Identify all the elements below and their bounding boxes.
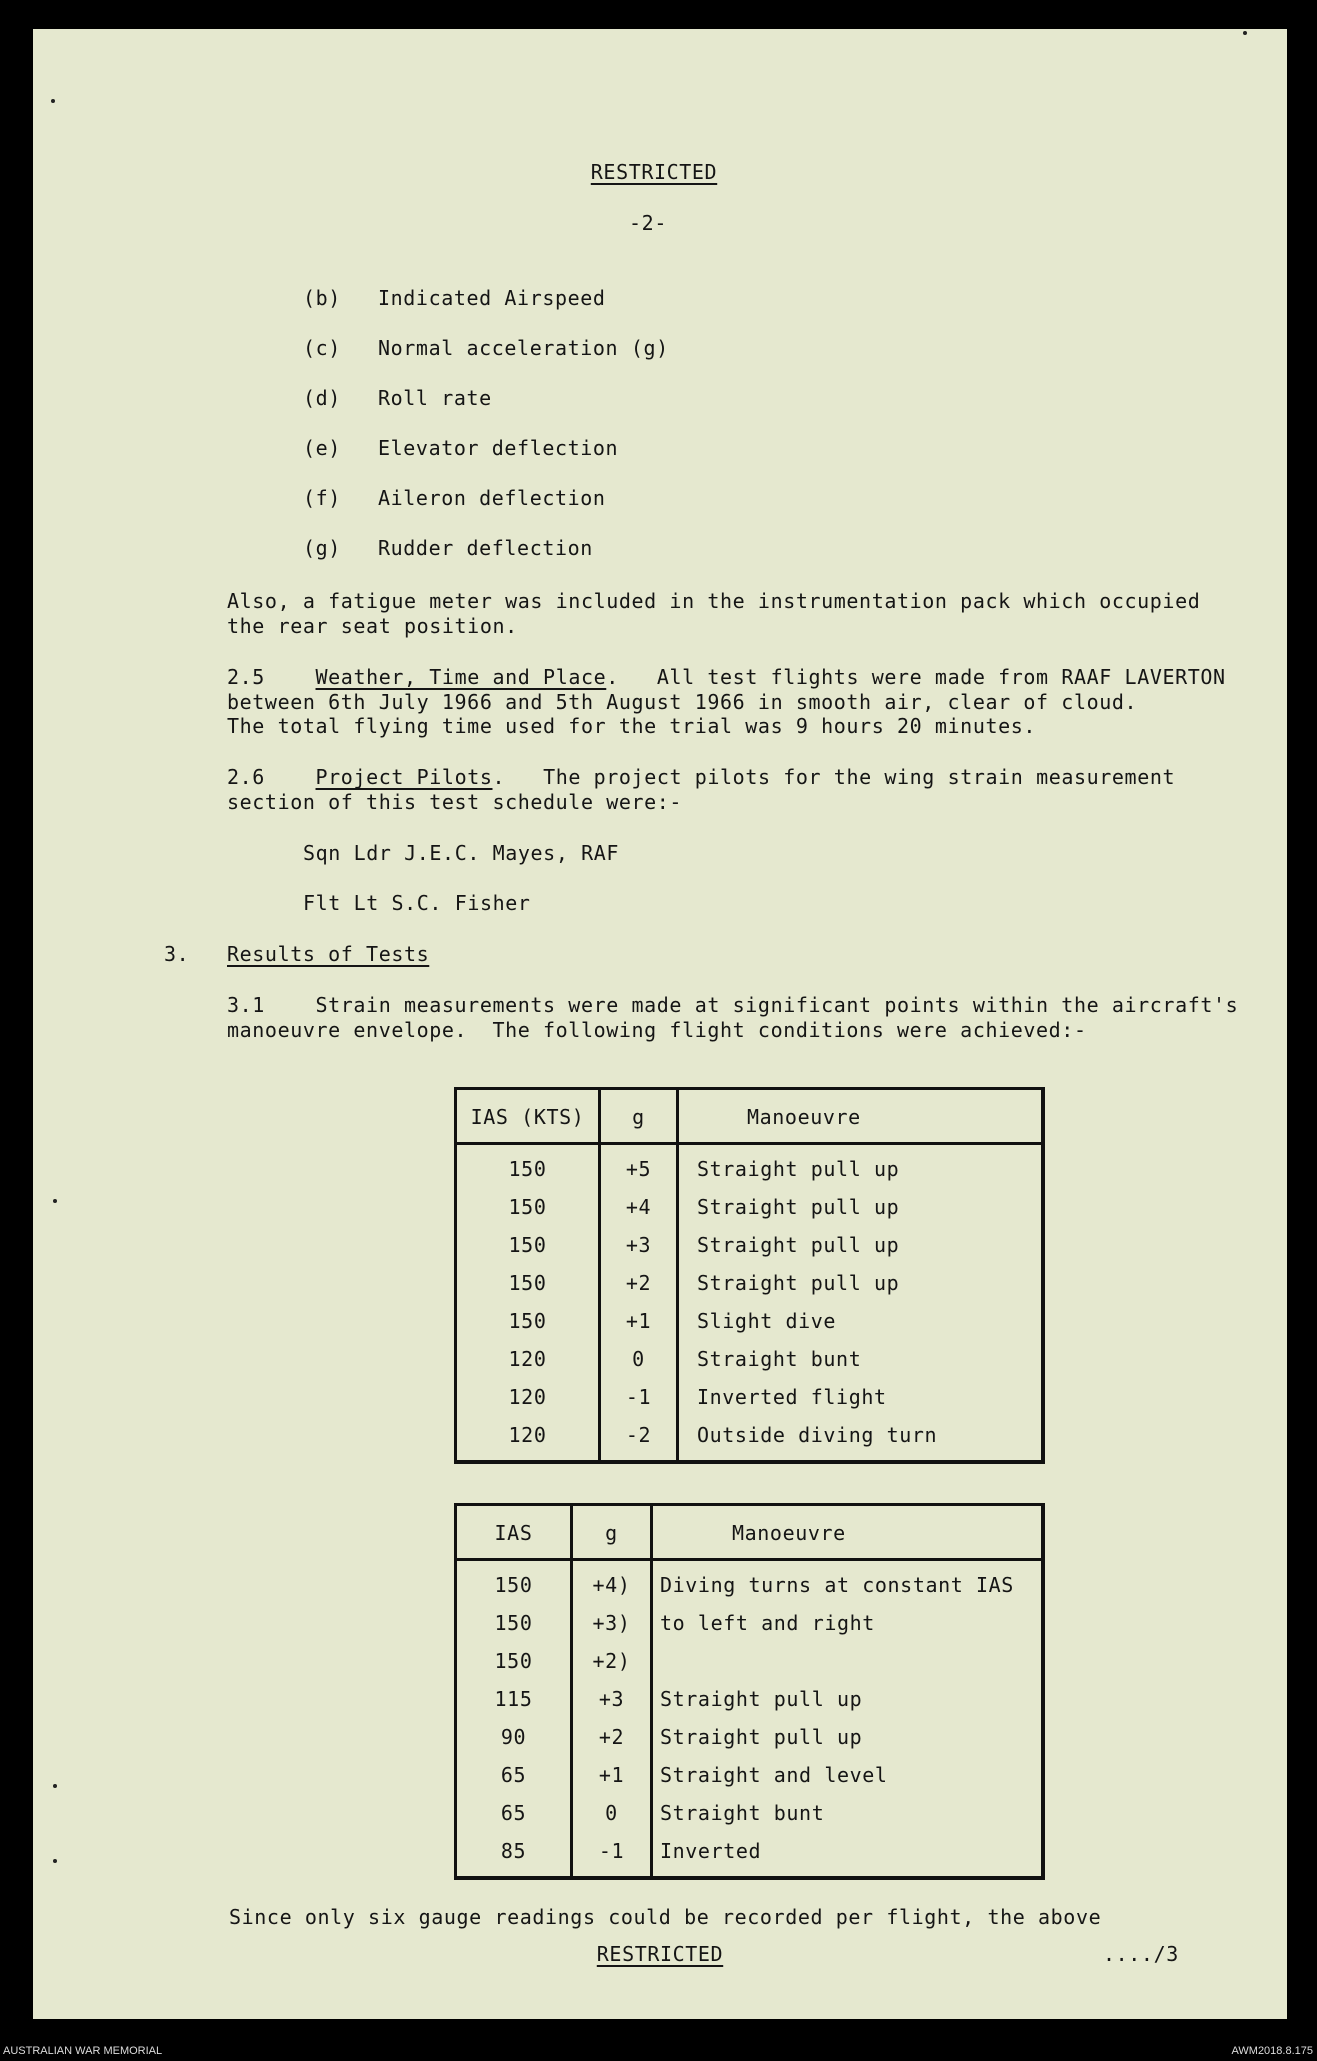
archive-reference: AWM2018.8.175 [1231,2045,1313,2057]
table2-cell-ias: 115 [494,1687,533,1711]
table1-cell-ias: 150 [508,1309,547,1333]
table1-cell-ias: 150 [508,1195,547,1219]
table1-cell-ias: 150 [508,1271,547,1295]
table2-cell-manoeuvre: to left and right [660,1611,875,1635]
table1-cell-g: -2 [625,1423,652,1447]
section-3-1-line1: 3.1 Strain measurements were made at significant points within the aircraft's [227,993,1239,1017]
table1-cell-g: +5 [625,1157,652,1181]
table1-cell-g: +1 [625,1309,652,1333]
table1-cell-manoeuvre: Straight bunt [697,1347,862,1371]
table1-cell-g: -1 [625,1385,652,1409]
section-number: 2.5 [227,665,265,689]
section-number: 2.6 [227,765,265,789]
list-letter: (c) [303,336,341,360]
section-3-heading: Results of Tests [227,942,430,966]
table2-header-manoeuvre: Manoeuvre [732,1521,846,1545]
paper-speck [51,99,55,103]
archive-credit: AUSTRALIAN WAR MEMORIAL [3,2045,163,2057]
table2-cell-g: +2 [598,1725,625,1749]
table1-cell-g: 0 [632,1347,645,1371]
table1-cell-ias: 120 [508,1347,547,1371]
paper-speck [53,1859,57,1863]
table1-cell-manoeuvre: Slight dive [697,1309,837,1333]
list-text: Rudder deflection [378,536,593,560]
header-classification: RESTRICTED [590,160,718,184]
table2-cell-g: +1 [598,1763,625,1787]
section-2-5-line1 [227,665,1226,689]
table2-cell-manoeuvre: Diving turns at constant IAS [660,1573,1014,1597]
list-text: Aileron deflection [378,486,606,510]
table2-cell-ias: 150 [494,1611,533,1635]
table1-cell-ias: 120 [508,1385,547,1409]
table2-cell-manoeuvre: Inverted [660,1839,762,1863]
table2-cell-g: 0 [605,1801,618,1825]
section-text: . All test flights were made from RAAF LAVERTON [606,665,1226,689]
also-paragraph-line: the rear seat position. [227,614,518,638]
table1-header-manoeuvre: Manoeuvre [747,1105,861,1129]
table1-cell-manoeuvre: Straight pull up [697,1195,900,1219]
table2-cell-ias: 150 [494,1573,533,1597]
section-2-6-line1 [227,765,1175,789]
table1-cell-ias: 150 [508,1157,547,1181]
list-letter: (b) [303,286,341,310]
section-3-number: 3. [164,942,190,966]
section-heading: Weather, Time and Place [315,665,607,689]
table2-header-g: g [605,1521,618,1545]
table2-cell-g: +2) [592,1649,631,1673]
table1-cell-manoeuvre: Straight pull up [697,1233,900,1257]
section-3-1-line2: manoeuvre envelope. The following flight conditions were achieved:- [227,1018,1087,1042]
closing-line: Since only six gauge readings could be recorded per flight, the above [229,1905,1102,1929]
list-letter: (g) [303,536,341,560]
section-heading: Project Pilots [315,765,493,789]
table2-cell-manoeuvre: Straight pull up [660,1687,863,1711]
table2-cell-ias: 90 [500,1725,527,1749]
table2-header-ias: IAS [494,1521,533,1545]
paper-speck [1243,31,1247,35]
table1-cell-g: +2 [625,1271,652,1295]
list-text: Elevator deflection [378,436,619,460]
table1-header-ias: IAS (KTS) [470,1105,585,1129]
table1-cell-manoeuvre: Straight pull up [697,1271,900,1295]
list-letter: (f) [303,486,341,510]
section-text: . The project pilots for the wing strain measurement [492,765,1176,789]
section-2-6-line2: section of this test schedule were:- [227,790,683,814]
list-letter: (d) [303,386,341,410]
page-number: -2- [629,211,667,235]
section-2-5-line3: The total flying time used for the trial was 9 hours 20 minutes. [227,714,1037,738]
table2-cell-g: +3) [592,1611,631,1635]
table2-cell-manoeuvre: Straight bunt [660,1801,825,1825]
continuation-marker: ..../3 [1103,1942,1179,1966]
list-letter: (e) [303,436,341,460]
footer-classification: RESTRICTED [596,1942,724,1966]
table2-cell-ias: 85 [500,1839,527,1863]
table2-cell-g: +4) [592,1573,631,1597]
list-text: Roll rate [378,386,492,410]
section-2-5-line2: between 6th July 1966 and 5th August 1966 in smooth air, clear of cloud. [227,690,1138,714]
paper-speck [53,1199,57,1203]
pilot-name: Sqn Ldr J.E.C. Mayes, RAF [303,841,620,865]
table2-cell-manoeuvre: Straight pull up [660,1725,863,1749]
table1-cell-manoeuvre: Inverted flight [697,1385,887,1409]
pilot-name: Flt Lt S.C. Fisher [303,891,531,915]
table1-cell-manoeuvre: Straight pull up [697,1157,900,1181]
table1-cell-g: +3 [625,1233,652,1257]
table2-cell-manoeuvre: Straight and level [660,1763,888,1787]
table1-cell-ias: 150 [508,1233,547,1257]
table2-cell-ias: 65 [500,1763,527,1787]
table1-cell-ias: 120 [508,1423,547,1447]
paper-speck [53,1784,57,1788]
table2-cell-ias: 150 [494,1649,533,1673]
list-text: Normal acceleration (g) [378,336,669,360]
also-paragraph-line: Also, a fatigue meter was included in the instrumentation pack which occupied [227,589,1201,613]
table2-cell-g: +3 [598,1687,625,1711]
table1-cell-manoeuvre: Outside diving turn [697,1423,938,1447]
list-text: Indicated Airspeed [378,286,606,310]
table2-cell-ias: 65 [500,1801,527,1825]
table2-cell-g: -1 [598,1839,625,1863]
table1-header-g: g [632,1105,645,1129]
table1-cell-g: +4 [625,1195,652,1219]
